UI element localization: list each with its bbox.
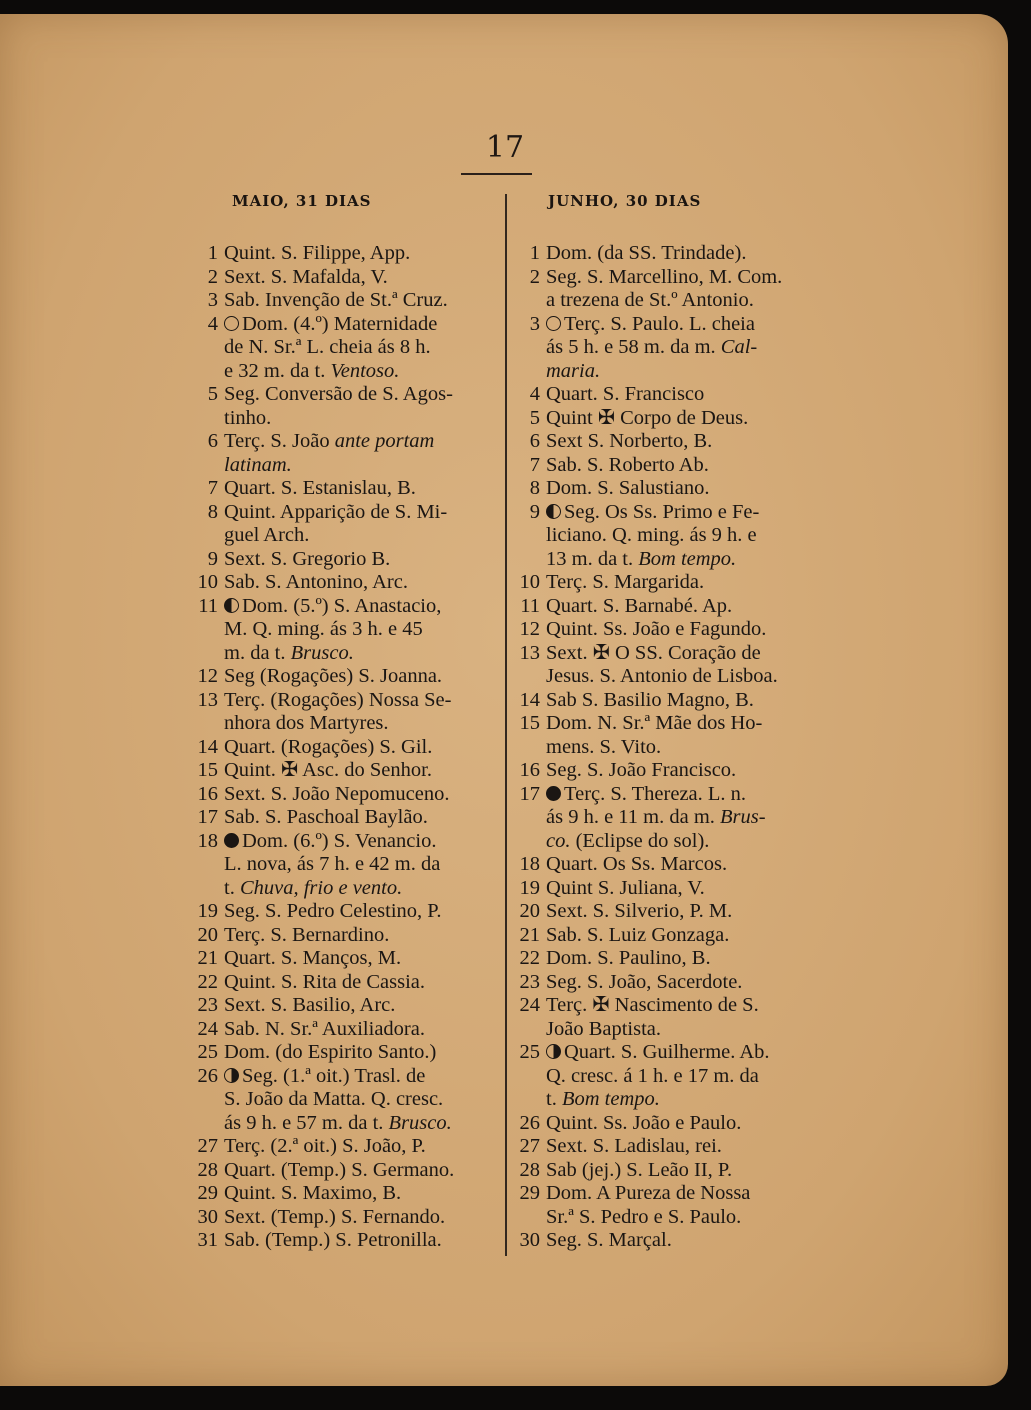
day-text — [224, 430, 502, 477]
june-day-16 — [512, 759, 824, 783]
day-number: 31 — [197, 1229, 218, 1251]
day-line: Sext. ✠ O SS. Coração de — [546, 641, 761, 664]
may-day-8 — [190, 501, 502, 548]
day-text — [546, 595, 824, 619]
day-text — [224, 289, 502, 313]
day-text — [546, 900, 824, 924]
june-day-10 — [512, 571, 824, 595]
may-day-21 — [190, 947, 502, 971]
day-line: Sab. Invenção de St.ª Cruz. — [224, 289, 448, 311]
may-day-2 — [190, 266, 502, 290]
day-line: Terç. ✠ Nascimento de S. — [546, 994, 759, 1016]
day-text — [546, 1229, 824, 1253]
day-number: 29 — [197, 1182, 218, 1204]
day-text — [224, 736, 502, 760]
day-number: 16 — [197, 782, 218, 805]
june-day-25 — [512, 1041, 824, 1112]
june-day-8 — [512, 477, 824, 501]
day-text — [546, 1112, 824, 1136]
day-text — [546, 994, 824, 1041]
day-number: 15 — [519, 712, 540, 734]
june-column — [512, 242, 824, 1253]
may-day-25 — [190, 1041, 502, 1065]
day-number: 4 — [207, 312, 218, 335]
day-number: 24 — [519, 994, 540, 1016]
day-line: Seg. S. João Francisco. — [546, 759, 737, 781]
waning-moon-icon — [546, 504, 561, 519]
day-text — [546, 759, 824, 783]
day-number: 17 — [197, 806, 218, 828]
day-line: Sab. (Temp.) S. Petronilla. — [224, 1229, 442, 1251]
day-line: Terç. S. Margarida. — [546, 571, 705, 593]
day-number: 12 — [519, 618, 540, 640]
day-text — [546, 501, 824, 572]
june-day-17 — [512, 783, 824, 854]
day-line: João Baptista. — [546, 1017, 662, 1040]
day-line: Quart. (Rogações) S. Gil. — [224, 735, 433, 758]
day-text — [224, 242, 502, 266]
june-day-12 — [512, 618, 824, 642]
day-line: ás 5 h. e 58 m. da m. Cal- — [546, 336, 758, 358]
day-line: Quart. S. Manços, M. — [224, 947, 402, 969]
day-number: 24 — [197, 1017, 218, 1040]
day-number: 22 — [197, 970, 218, 993]
day-number: 8 — [529, 477, 540, 499]
column-divider — [505, 194, 507, 1256]
day-text — [224, 1018, 502, 1042]
may-column — [190, 242, 502, 1253]
day-line: Sext S. Norberto, B. — [546, 430, 713, 452]
day-text — [546, 783, 824, 854]
day-line: co. (Eclipse do sol). — [546, 829, 710, 852]
day-line: Quart. S. Barnabé. Ap. — [546, 594, 733, 617]
june-day-3 — [512, 313, 824, 384]
day-number: 15 — [197, 759, 218, 781]
day-number: 23 — [519, 970, 540, 993]
day-text — [546, 712, 824, 759]
day-text — [546, 1159, 824, 1183]
day-number: 14 — [519, 688, 540, 711]
day-number: 13 — [197, 688, 218, 711]
day-number: 21 — [519, 923, 540, 946]
day-number: 5 — [529, 406, 540, 429]
may-day-7 — [190, 477, 502, 501]
day-line: S. João da Matta. Q. cresc. — [224, 1088, 444, 1110]
day-number: 1 — [529, 242, 540, 264]
day-number: 25 — [197, 1041, 218, 1063]
day-line: Dom. (do Espirito Santo.) — [224, 1041, 437, 1063]
day-text — [224, 1182, 502, 1206]
day-text — [546, 383, 824, 407]
may-day-15 — [190, 759, 502, 783]
day-line: M. Q. ming. ás 3 h. e 45 — [224, 618, 423, 640]
may-day-12 — [190, 665, 502, 689]
day-number: 3 — [529, 312, 540, 335]
may-day-5 — [190, 383, 502, 430]
june-day-7 — [512, 454, 824, 478]
day-line: L. nova, ás 7 h. e 42 m. da — [224, 853, 441, 875]
day-number: 28 — [519, 1158, 540, 1181]
day-text — [546, 877, 824, 901]
day-line: mens. S. Vito. — [546, 735, 662, 758]
day-line: Dom. (4.º) Maternidade — [224, 313, 502, 337]
day-line: Terç. S. Bernardino. — [224, 923, 390, 946]
day-text — [224, 947, 502, 971]
day-line: Sab. S. Luiz Gonzaga. — [546, 923, 730, 946]
day-line: Dom. (5.º) S. Anastacio, — [224, 595, 502, 619]
day-line: Sext. S. João Nepomuceno. — [224, 782, 450, 805]
day-number: 18 — [197, 829, 218, 852]
day-text — [224, 665, 502, 689]
day-line: a trezena de St.º Antonio. — [546, 289, 754, 311]
day-line: Sext. S. Ladislau, rei. — [546, 1135, 722, 1157]
day-line: e 32 m. da t. Ventoso. — [224, 359, 400, 382]
day-number: 2 — [529, 265, 540, 288]
day-text — [224, 783, 502, 807]
day-number: 11 — [198, 594, 218, 617]
day-text — [546, 1135, 824, 1159]
day-line: maria. — [546, 359, 601, 382]
day-text — [224, 924, 502, 948]
may-day-11 — [190, 595, 502, 666]
may-day-9 — [190, 548, 502, 572]
day-line: Seg. S. Marcellino, M. Com. — [546, 265, 783, 288]
may-day-26 — [190, 1065, 502, 1136]
day-text — [546, 689, 824, 713]
day-line: Terç. S. Paulo. L. cheia — [546, 313, 824, 337]
day-text — [224, 1229, 502, 1253]
day-line: Dom. (6.º) S. Venancio. — [224, 830, 502, 854]
june-day-21 — [512, 924, 824, 948]
day-line: Terç. (Rogações) Nossa Se- — [224, 688, 452, 711]
day-line: Seg. Conversão de S. Agos- — [224, 383, 453, 405]
day-text — [224, 1041, 502, 1065]
day-line: Quint. S. Rita de Cassia. — [224, 970, 426, 993]
day-text — [546, 853, 824, 877]
page-number-rule — [461, 173, 532, 175]
day-text — [546, 642, 824, 689]
day-line: Sab S. Basilio Magno, B. — [546, 688, 754, 711]
day-number: 6 — [529, 430, 540, 452]
full-moon-icon — [224, 316, 239, 331]
may-day-10 — [190, 571, 502, 595]
day-text — [224, 900, 502, 924]
day-line: Sext. S. Gregorio B. — [224, 547, 391, 570]
day-line: Dom. S. Paulino, B. — [546, 947, 711, 969]
day-text — [224, 1159, 502, 1183]
day-number: 7 — [529, 453, 540, 476]
day-line: Sext. S. Basilio, Arc. — [224, 994, 396, 1016]
day-line: Sab. S. Roberto Ab. — [546, 453, 709, 476]
day-line: Seg (Rogações) S. Joanna. — [224, 665, 443, 687]
june-day-4 — [512, 383, 824, 407]
day-number: 9 — [529, 500, 540, 523]
day-text — [224, 994, 502, 1018]
may-day-23 — [190, 994, 502, 1018]
day-text — [224, 595, 502, 666]
day-line: Quart. S. Francisco — [546, 383, 705, 405]
day-line: nhora dos Martyres. — [224, 712, 389, 734]
may-day-16 — [190, 783, 502, 807]
day-text — [546, 477, 824, 501]
day-text — [224, 477, 502, 501]
day-number: 14 — [197, 735, 218, 758]
may-day-18 — [190, 830, 502, 901]
may-day-24 — [190, 1018, 502, 1042]
june-day-26 — [512, 1112, 824, 1136]
may-day-29 — [190, 1182, 502, 1206]
day-line: Sext. S. Silverio, P. M. — [546, 900, 733, 922]
day-line: tinho. — [224, 406, 272, 429]
day-line: Terç. S. Thereza. L. n. — [546, 783, 824, 807]
day-line: Quart. Os Ss. Marcos. — [546, 853, 728, 875]
waning-moon-icon — [224, 598, 239, 613]
day-line: Quint ✠ Corpo de Deus. — [546, 406, 749, 429]
day-line: Sab. N. Sr.ª Auxiliadora. — [224, 1017, 425, 1040]
day-line: Quart. S. Guilherme. Ab. — [546, 1041, 824, 1065]
day-line: Quint. Ss. João e Paulo. — [546, 1111, 742, 1134]
june-day-18 — [512, 853, 824, 877]
day-text — [224, 313, 502, 384]
day-number: 12 — [197, 665, 218, 687]
june-day-27 — [512, 1135, 824, 1159]
day-text — [224, 1135, 502, 1159]
day-number: 30 — [519, 1229, 540, 1251]
day-line: Seg. S. João, Sacerdote. — [546, 970, 743, 993]
june-day-1 — [512, 242, 824, 266]
june-day-9 — [512, 501, 824, 572]
day-number: 7 — [207, 477, 218, 499]
day-line: Quint. ✠ Asc. do Senhor. — [224, 759, 432, 781]
day-text — [546, 430, 824, 454]
day-line: m. da t. Brusco. — [224, 641, 354, 664]
day-number: 19 — [197, 900, 218, 922]
day-number: 2 — [207, 265, 218, 288]
day-number: 28 — [197, 1158, 218, 1181]
day-text — [224, 501, 502, 548]
day-number: 27 — [197, 1135, 218, 1157]
day-line: Seg. S. Pedro Celestino, P. — [224, 900, 442, 922]
day-text — [224, 806, 502, 830]
day-number: 22 — [519, 947, 540, 969]
may-heading: MAIO, 31 DIAS — [232, 192, 372, 210]
day-text — [224, 971, 502, 995]
day-number: 10 — [519, 571, 540, 593]
day-text — [546, 947, 824, 971]
day-line: Sab. S. Paschoal Baylão. — [224, 806, 428, 828]
day-text — [224, 571, 502, 595]
day-line: Seg. S. Marçal. — [546, 1229, 672, 1251]
day-line: Dom. (da SS. Trindade). — [546, 242, 747, 264]
day-number: 4 — [529, 383, 540, 405]
day-line: 13 m. da t. Bom tempo. — [546, 547, 737, 570]
day-line: Jesus. S. Antonio de Lisboa. — [546, 665, 778, 687]
day-line: Sr.ª S. Pedro e S. Paulo. — [546, 1205, 742, 1228]
day-text — [546, 242, 824, 266]
day-line: Dom. S. Salustiano. — [546, 477, 710, 499]
day-line: Sab. S. Antonino, Arc. — [224, 571, 408, 593]
day-number: 10 — [197, 571, 218, 593]
day-text — [224, 548, 502, 572]
may-day-1 — [190, 242, 502, 266]
may-day-28 — [190, 1159, 502, 1183]
june-day-5 — [512, 407, 824, 431]
almanac-page — [0, 14, 1008, 1386]
day-number: 13 — [519, 641, 540, 664]
day-text — [546, 266, 824, 313]
day-line: Dom. N. Sr.ª Mãe dos Ho- — [546, 712, 763, 734]
day-line: liciano. Q. ming. ás 9 h. e — [546, 524, 757, 546]
day-line: Quint S. Juliana, V. — [546, 876, 705, 899]
day-line: latinam. — [224, 453, 292, 476]
june-day-22 — [512, 947, 824, 971]
day-number: 25 — [519, 1041, 540, 1063]
june-day-11 — [512, 595, 824, 619]
day-text — [546, 1041, 824, 1112]
day-number: 11 — [520, 594, 540, 617]
day-number: 8 — [207, 500, 218, 523]
may-day-13 — [190, 689, 502, 736]
june-day-15 — [512, 712, 824, 759]
day-text — [546, 571, 824, 595]
june-day-6 — [512, 430, 824, 454]
waxing-moon-icon — [224, 1068, 239, 1083]
june-day-20 — [512, 900, 824, 924]
june-day-14 — [512, 689, 824, 713]
day-number: 17 — [519, 782, 540, 805]
day-text — [224, 1206, 502, 1230]
may-day-27 — [190, 1135, 502, 1159]
day-number: 21 — [197, 947, 218, 969]
may-day-17 — [190, 806, 502, 830]
day-text — [224, 266, 502, 290]
may-day-22 — [190, 971, 502, 995]
day-line: guel Arch. — [224, 524, 310, 546]
day-line: Sext. S. Mafalda, V. — [224, 265, 388, 288]
june-day-13 — [512, 642, 824, 689]
day-number: 27 — [519, 1135, 540, 1157]
day-text — [224, 830, 502, 901]
day-number: 6 — [207, 430, 218, 452]
june-day-19 — [512, 877, 824, 901]
day-number: 23 — [197, 994, 218, 1016]
day-number: 19 — [519, 876, 540, 899]
day-number: 16 — [519, 759, 540, 781]
day-line: Dom. A Pureza de Nossa — [546, 1182, 751, 1204]
day-number: 30 — [197, 1205, 218, 1228]
day-text — [546, 971, 824, 995]
day-number: 5 — [207, 383, 218, 405]
june-day-2 — [512, 266, 824, 313]
day-text — [546, 924, 824, 948]
june-heading: JUNHO, 30 DIAS — [548, 192, 702, 210]
may-day-30 — [190, 1206, 502, 1230]
day-line: Terç. (2.ª oit.) S. João, P. — [224, 1135, 426, 1157]
day-line: ás 9 h. e 11 m. da m. Brus- — [546, 806, 766, 828]
june-day-28 — [512, 1159, 824, 1183]
june-day-23 — [512, 971, 824, 995]
day-text — [224, 759, 502, 783]
day-number: 9 — [207, 547, 218, 570]
page-number: 17 — [485, 130, 525, 165]
may-day-20 — [190, 924, 502, 948]
may-day-19 — [190, 900, 502, 924]
day-line: ás 9 h. e 57 m. da t. Brusco. — [224, 1111, 452, 1134]
day-line: Quart. S. Estanislau, B. — [224, 477, 416, 499]
day-number: 1 — [207, 242, 218, 264]
day-line: Quart. (Temp.) S. Germano. — [224, 1158, 455, 1181]
may-day-4 — [190, 313, 502, 384]
day-text — [224, 383, 502, 430]
full-moon-icon — [546, 316, 561, 331]
june-day-24 — [512, 994, 824, 1041]
day-line: t. Chuva, frio e vento. — [224, 876, 403, 899]
day-line: Sext. (Temp.) S. Fernando. — [224, 1205, 446, 1228]
day-text — [224, 1065, 502, 1136]
may-day-6 — [190, 430, 502, 477]
day-line: de N. Sr.ª L. cheia ás 8 h. — [224, 336, 431, 358]
new-moon-icon — [224, 833, 239, 848]
waxing-moon-icon — [546, 1044, 561, 1059]
day-line: Quint. Ss. João e Fagundo. — [546, 618, 767, 640]
june-day-30 — [512, 1229, 824, 1253]
day-number: 3 — [207, 289, 218, 311]
day-text — [546, 407, 824, 431]
new-moon-icon — [546, 786, 561, 801]
day-text — [546, 454, 824, 478]
day-line: Quint. S. Filippe, App. — [224, 242, 411, 264]
day-number: 18 — [519, 853, 540, 875]
day-text — [546, 1182, 824, 1229]
day-line: Terç. S. João ante portam — [224, 430, 435, 452]
day-text — [224, 689, 502, 736]
day-line: Seg. Os Ss. Primo e Fe- — [546, 501, 824, 525]
day-line: Seg. (1.ª oit.) Trasl. de — [224, 1065, 502, 1089]
day-line: t. Bom tempo. — [546, 1088, 660, 1110]
may-day-14 — [190, 736, 502, 760]
day-line: Quint. Apparição de S. Mi- — [224, 500, 448, 523]
day-number: 20 — [197, 923, 218, 946]
may-day-3 — [190, 289, 502, 313]
day-number: 20 — [519, 900, 540, 922]
day-number: 29 — [519, 1182, 540, 1204]
day-line: Q. cresc. á 1 h. e 17 m. da — [546, 1064, 759, 1087]
day-text — [546, 618, 824, 642]
day-number: 26 — [197, 1064, 218, 1087]
day-number: 26 — [519, 1111, 540, 1134]
may-day-31 — [190, 1229, 502, 1253]
day-text — [546, 313, 824, 384]
june-day-29 — [512, 1182, 824, 1229]
day-line: Sab (jej.) S. Leão II, P. — [546, 1158, 733, 1181]
day-line: Quint. S. Maximo, B. — [224, 1182, 402, 1204]
